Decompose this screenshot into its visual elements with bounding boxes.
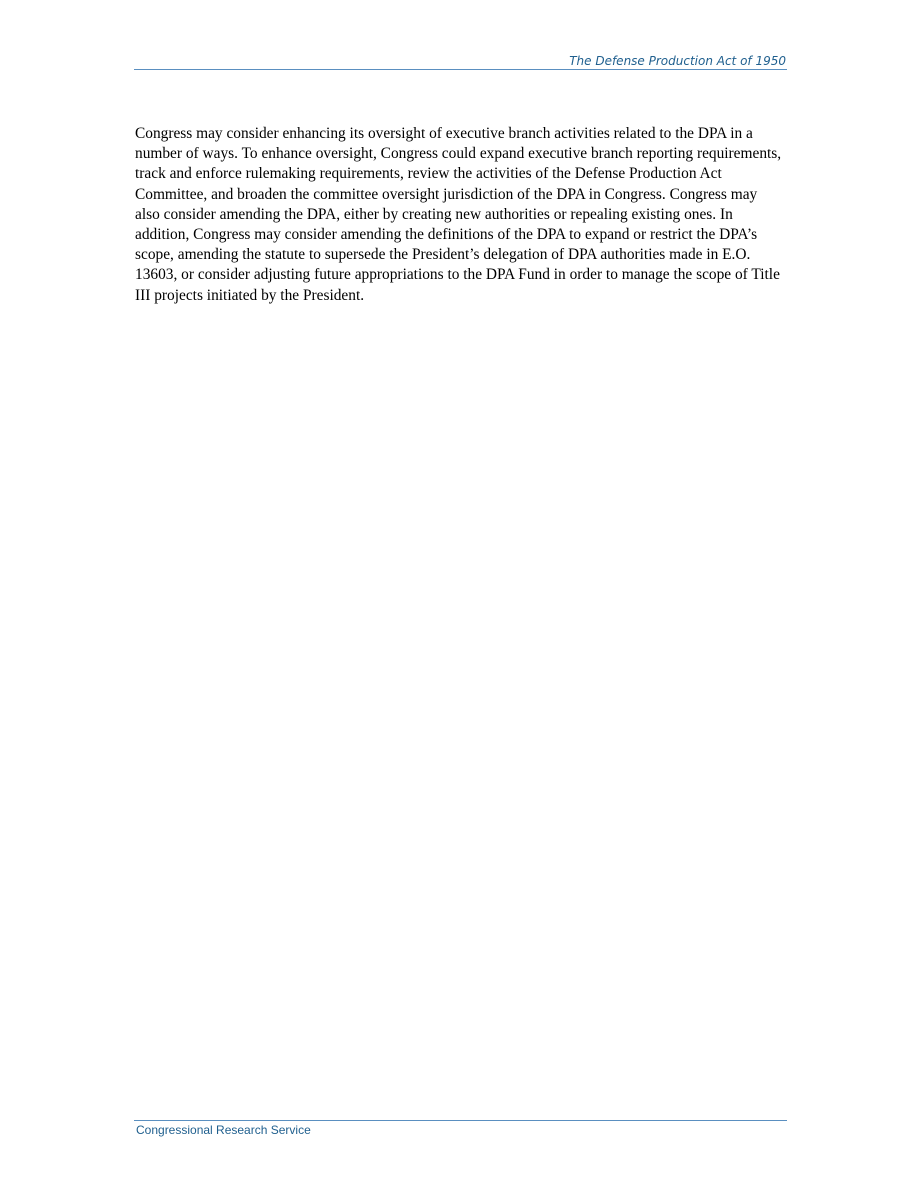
footer-rule (134, 1120, 787, 1121)
body-paragraph: Congress may consider enhancing its oversight of executive branch activities related to the DPA in a number of ways. To enhance oversight, Congress could expand executive branch reporting requirements, track and enforce rulemaking requirements, review the activities of the Defense Production Act Committee, and broaden the committee oversight jurisdiction of the DPA in Congress. Congress may also consider amending the DPA, either by creating new authorities or repealing existing ones. In addition, Congress may consider amending the definitions of the DPA to expand or restrict the DPA’s scope, amending the statute to supersede the President’s delegation of DPA authorities made in E.O. 13603, or consider adjusting future appropriations to the DPA Fund in order to manage the scope of Title III projects initiated by the President. (135, 125, 782, 304)
footer-source: Congressional Research Service (136, 1123, 311, 1137)
header-rule (134, 69, 787, 70)
running-header-title: The Defense Production Act of 1950 (569, 54, 786, 68)
